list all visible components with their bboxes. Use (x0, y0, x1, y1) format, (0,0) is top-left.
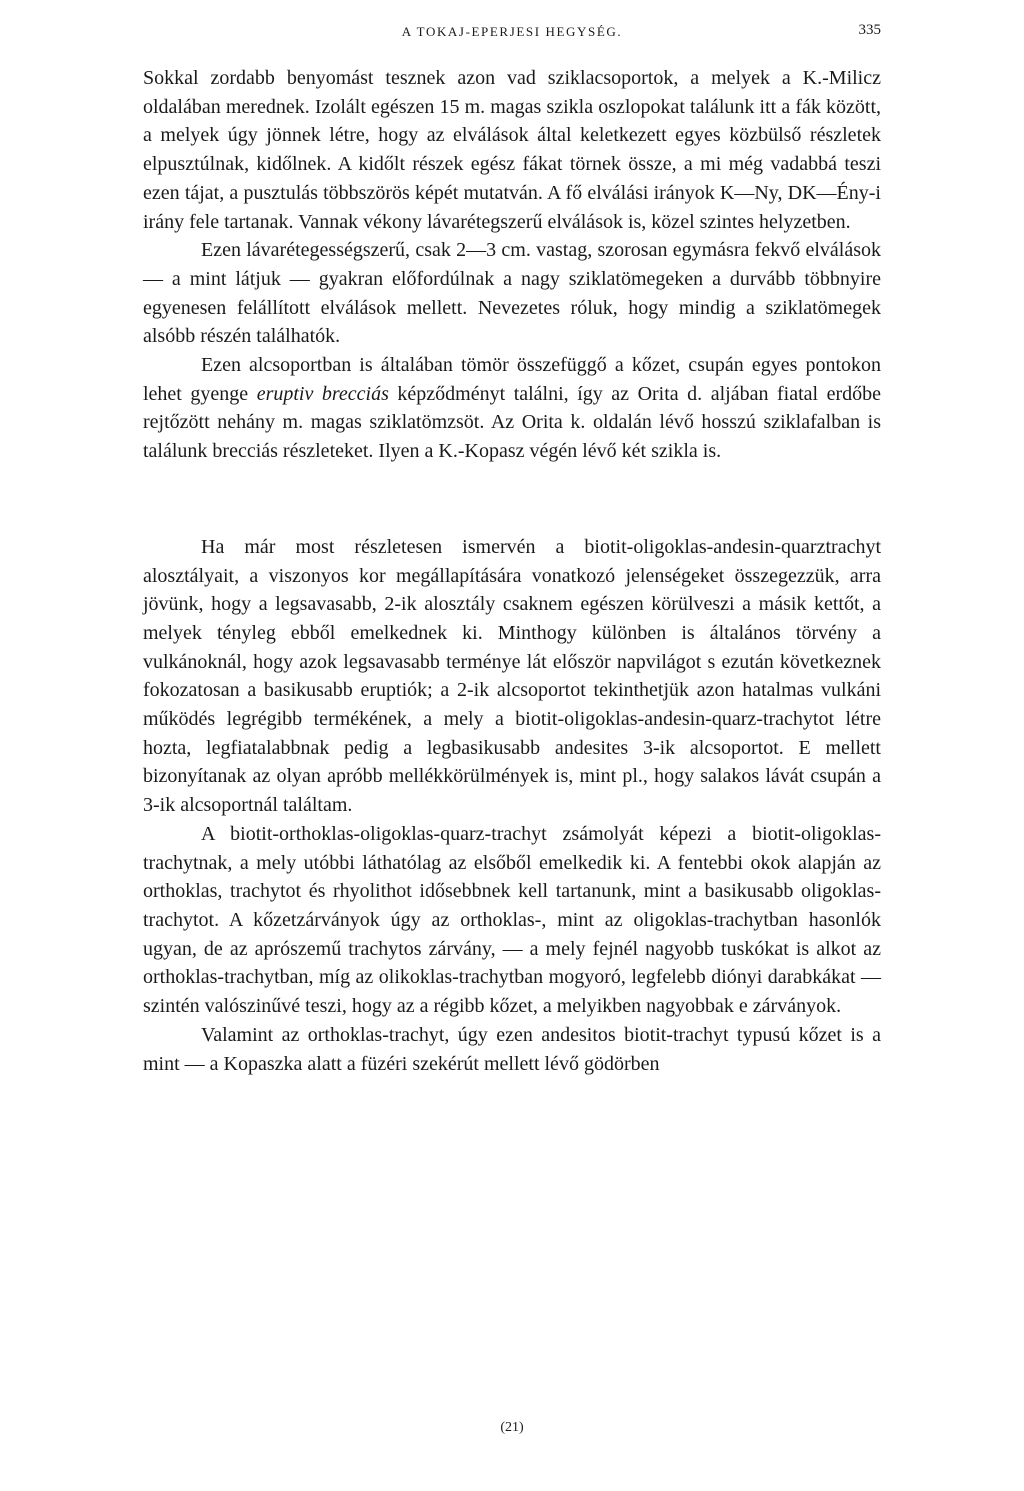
page-header (143, 20, 881, 46)
paragraph-with-italic (143, 351, 881, 466)
section-gap (143, 466, 881, 533)
paragraph: Sokkal zordabb benyomást tesznek azon vad sziklacsoportok, a melyek a K.-Milicz oldalában merednek. Izolált egészen 15 m. magas szikla oszlopokat találunk itt a fák között, a melyek úgy jönnek létre, hogy az elválások által keletkezett egyes közbülső részletek elpusztúlnak, kidőlnek. A kidőlt részek egész fákat törnek össze, a mi még vadabbá teszi ezen tájat, a pusztulás többszörös képét mutatván. A fő elválási irányok K—Ny, DK—Ény-i irány fele tartanak. Vannak vékony lávarétegszerű elválások is, közel szintes helyzetben. (143, 67, 881, 233)
running-title: A TOKAJ-EPERJESI HEGYSÉG. (401, 24, 623, 39)
paragraph: Valamint az orthoklas-trachyt, úgy ezen andesitos biotit-trachyt typusú kőzet is a mint — a Kopaszka alatt a füzéri szekérút mellett lévő gödörben (143, 1023, 881, 1075)
page-body (143, 64, 881, 1078)
printer-signature: (21) (500, 1420, 524, 1435)
paragraph: Ezen lávarétegességszerű, csak 2—3 cm. vastag, szorosan egymásra fekvő elválások — a mint látjuk — gyakran előfordúlnak a nagy sziklatömegeken a durvább többnyire egyenesen felállított elválások mellett. Nevezetes róluk, hogy mindig a sziklatömegek alsóbb részén találhatók. (143, 239, 881, 348)
page-number: 335 (858, 22, 881, 38)
paragraph: Ha már most részletesen ismervén a biotit-oligoklas-andesin-quarztrachyt alosztályait, a viszonyos kor megállapítására vonatkozó jelenségeket összegezzük, arra jövünk, hogy a legsavasabb, 2-ik alosztály csaknem egészen körülveszi a másik kettőt, a melyek tényleg ebből emelkednek ki. Minthogy különben is általános törvény a vulkánoknál, hogy azok legsavasabb terménye lát először napvilágot s ezután következnek fokozatosan a basikusabb eruptiók; a 2-ik alcsoportot tekinthetjük azon hatalmas vulkáni működés legrégibb termékének, a mely a biotit-oligoklas-andesin-quarz-trachytot létre hozta, legfiatalabbnak pedig a legbasikusabb andesites 3-ik alcsoportot. E mellett bizonyítanak az olyan apróbb mellékkörülmények is, mint pl., hogy salakos lávát csupán a 3-ik alcsoportnál találtam. (143, 535, 881, 817)
paragraph-text: képződményt találni, így az Orita d. aljában fiatal erdőbe rejtőzött nehány m. magas sziklatömzsöt. Az Orita k. oldalán lévő hosszú sziklafalban is találunk brecciás részleteket. Ilyen a K.-Kopasz végén lévő két szikla is. (143, 382, 882, 463)
italic-term: eruptiv brecciás (256, 382, 389, 405)
paragraph: A biotit-orthoklas-oligoklas-quarz-trachyt zsámolyát képezi a biotit-oligoklas-trachytnak, a mely utóbbi láthatólag az elsőből emelkedik ki. A fentebbi okok alapján az orthoklas, trachytot és rhyolithot idősebbnek kell tartanunk, mint a basikusabb oligoklas-trachytot. A kőzetzárványok úgy az orthoklas-, mint az oligoklas-trachytban hasonlók ugyan, de az aprószemű trachytos zárvány, — a mely fejnél nagyobb tuskókat is alkot az orthoklas-trachytban, míg az olikoklas-trachytban mogyoró, legfelebb diónyi darabkákat — szintén valószinűvé teszi, hogy az a régibb kőzet, a melyikben nagyobbak e zárványok. (143, 822, 881, 1018)
paragraph-text: Ezen alcsoportban is általában tömör összefüggő a kőzet, csupán egyes pontokon lehet gyenge (143, 354, 881, 405)
